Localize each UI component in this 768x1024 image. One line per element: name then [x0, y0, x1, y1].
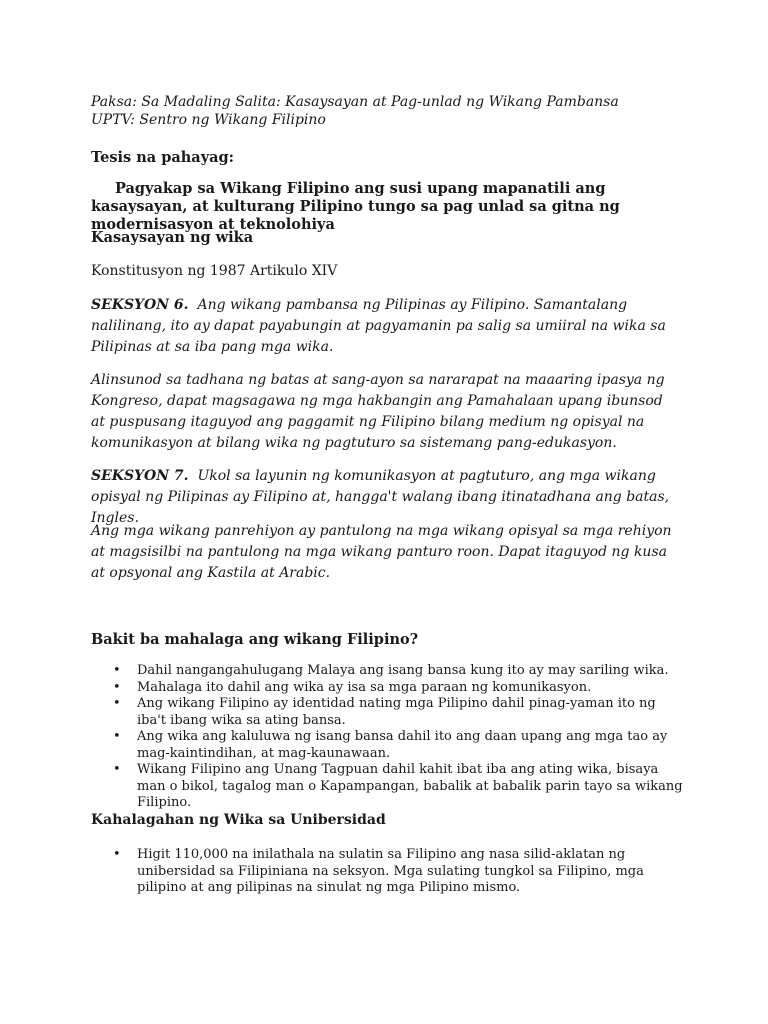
- list-item: • Dahil nangangahulugang Malaya ang isang bansa kung ito ay may sariling wika.: [113, 663, 683, 680]
- list-item: • Higit 110,000 na inilathala na sulatin sa Filipino ang nasa silid-aklatan ng unibersidad sa Filipiniana na seksyon. Mga sulating tungkol sa Filipino, mga pilipino at ang pilipinas na sinulat ng mga Pilipino mismo.: [113, 847, 683, 897]
- section-6-text: Ang wikang pambansa ng Pilipinas ay Filipino. Samantalang nalilinang, ito ay dapat payabungin at pagyamanin pa salig sa umiiral na wika sa Pilipinas at sa iba pang mga wika.: [91, 297, 666, 355]
- importance-list: [113, 663, 683, 812]
- list-item: • Wikang Filipino ang Unang Tagpuan dahil kahit ibat iba ang ating wika, bisaya man o bikol, tagalog man o Kapampangan, babalik at babalik parin tayo sa wikang Filipino.: [113, 762, 683, 812]
- section-6-label: SEKSYON 6.: [91, 297, 189, 313]
- source-line: UPTV: Sentro ng Wikang Filipino: [91, 112, 326, 128]
- section-7-text: Ukol sa layunin ng komunikasyon at pagtuturo, ang mga wikang opisyal ng Pilipinas ay Filipino at, hangga't walang ibang itinatadhana ang batas, Ingles.: [91, 468, 670, 526]
- section-7-label: SEKSYON 7.: [91, 468, 189, 484]
- topic-line: Paksa: Sa Madaling Salita: Kasaysayan at Pag-unlad ng Wikang Pambansa: [91, 94, 619, 110]
- thesis-label: Tesis na pahayag:: [91, 149, 235, 166]
- section-6-paragraph: [91, 295, 681, 358]
- list-item: • Ang wika ang kaluluwa ng isang bansa dahil ito ang daan upang ang mga tao ay mag-kaintindihan, at mag-kaunawaan.: [113, 729, 683, 762]
- section-7-paragraph: [91, 466, 681, 529]
- thesis-statement: Pagyakap sa Wikang Filipino ang susi upang mapanatili ang kasaysayan, at kulturang Pilipino tungo sa pag unlad sa gitna ng modernisasyon at teknolohiya: [91, 180, 620, 233]
- list-item: • Mahalaga ito dahil ang wika ay isa sa mga paraan ng komunikasyon.: [113, 680, 683, 697]
- section-6-paragraph-2: Alinsunod sa tadhana ng batas at sang-ayon sa nararapat na maaaring ipasya ng Kongreso, dapat magsagawa ng mga hakbangin ang Pamahalaan upang ibunsod at puspusang itaguyod ang paggamit ng Filipino bilang medium ng opisyal na komunikasyon at bilang wika ng pagtuturo sa sistemang pang-edukasyon.: [91, 372, 665, 451]
- list-item: • Ang wikang Filipino ay identidad nating mga Pilipino dahil pinag-yaman ito ng iba't ibang wika sa ating bansa.: [113, 696, 683, 729]
- importance-heading: Bakit ba mahalaga ang wikang Filipino?: [91, 631, 419, 648]
- history-heading: Kasaysayan ng wika: [91, 229, 254, 246]
- university-list: [113, 847, 683, 897]
- section-7-paragraph-2: Ang mga wikang panrehiyon ay pantulong na mga wikang opisyal sa mga rehiyon at magsisilbi na pantulong na mga wikang panturo roon. Dapat itaguyod ng kusa at opsyonal ang Kastila at Arabic.: [91, 523, 672, 581]
- constitution-title: Konstitusyon ng 1987 Artikulo XIV: [91, 263, 338, 279]
- university-heading: Kahalagahan ng Wika sa Unibersidad: [91, 812, 386, 828]
